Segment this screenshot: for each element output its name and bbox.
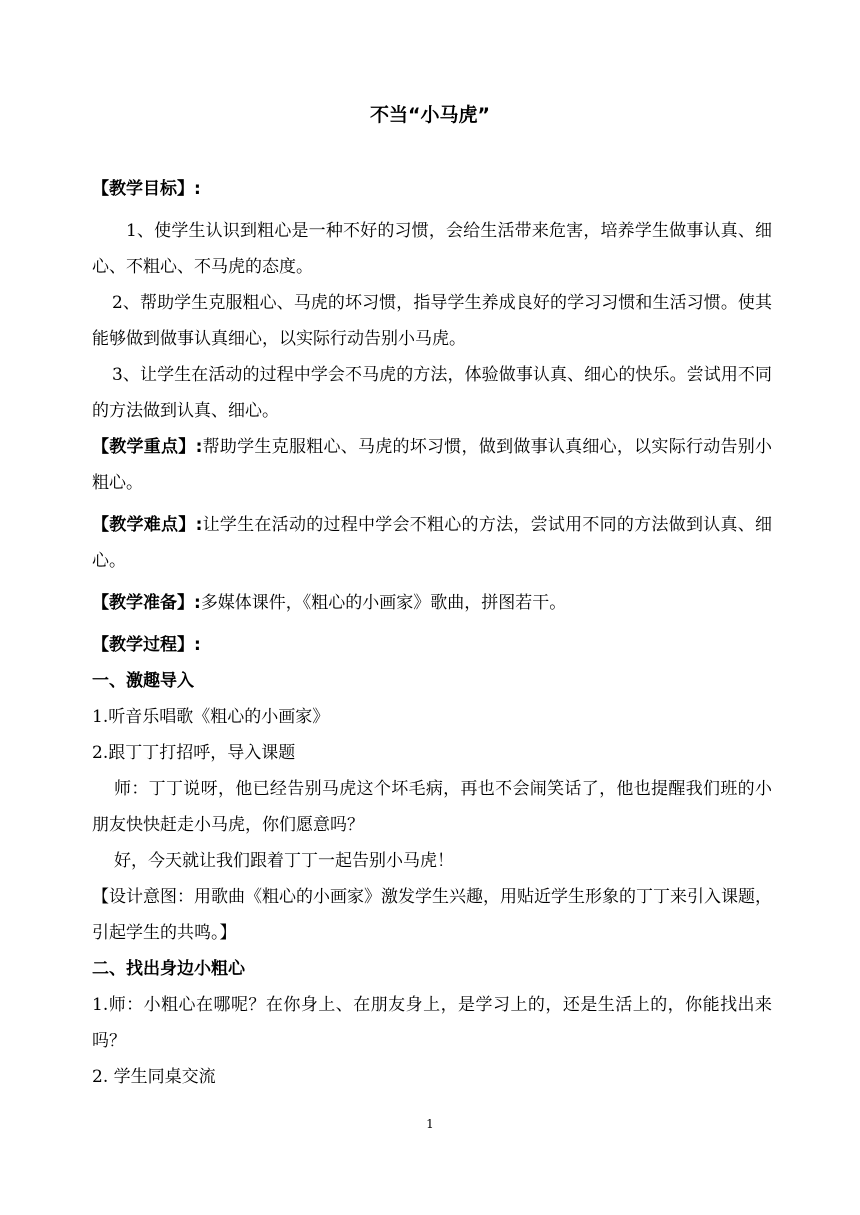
document-body: [92, 171, 772, 1095]
objective-1: 1、使学生认识到粗心是一种不好的习惯，会给生活带来危害，培养学生做事认真、细心、不粗心、不马虎的态度。: [92, 221, 772, 277]
section-1-heading: 一、激趣导入: [92, 671, 194, 691]
objective-2: 2、帮助学生克服粗心、马虎的坏习惯，指导学生养成良好的学习习惯和生活习惯。使其能够做到做事认真细心，以实际行动告别小马虎。: [92, 293, 772, 349]
key-point-text: 帮助学生克服粗心、马虎的坏习惯，做到做事认真细心，以实际行动告别小粗心。: [92, 437, 772, 493]
section-2-heading: 二、找出身边小粗心: [92, 959, 245, 979]
preparation-label: 【教学准备】:: [92, 593, 201, 613]
key-point-paragraph: [92, 429, 772, 501]
section-2-item-1: 1.师：小粗心在哪呢？在你身上、在朋友身上，是学习上的，还是生活上的，你能找出来吗？: [92, 995, 772, 1051]
section-1-item-1: 1.听音乐唱歌《粗心的小画家》: [92, 707, 330, 727]
section-1-item-2: 2.跟丁丁打招呼，导入课题: [92, 743, 296, 763]
section-2-item-2: 2. 学生同桌交流: [92, 1067, 216, 1087]
difficulty-label: 【教学难点】:: [92, 515, 203, 535]
objectives-heading: 【教学目标】:: [92, 179, 201, 199]
teacher-speech-1: 师：丁丁说呀，他已经告别马虎这个坏毛病，再也不会闹笑话了，他也提醒我们班的小朋友快快赶走小马虎，你们愿意吗？: [92, 779, 772, 835]
teacher-speech-2: 好，今天就让我们跟着丁丁一起告别小马虎！: [114, 851, 454, 871]
difficulty-text: 让学生在活动的过程中学会不粗心的方法，尝试用不同的方法做到认真、细心。: [92, 515, 772, 571]
document-title: 不当“小马虎”: [370, 104, 490, 126]
preparation-paragraph: [92, 585, 772, 621]
page-number: 1: [426, 1117, 434, 1131]
difficulty-paragraph: [92, 507, 772, 579]
key-point-label: 【教学重点】:: [92, 437, 203, 457]
objective-3: 3、让学生在活动的过程中学会不马虎的方法，体验做事认真、细心的快乐。尝试用不同的方法做到认真、细心。: [92, 365, 772, 421]
process-heading: 【教学过程】:: [92, 635, 201, 655]
preparation-text: 多媒体课件，《粗心的小画家》歌曲，拼图若干。: [200, 593, 567, 613]
design-intent: 【设计意图：用歌曲《粗心的小画家》激发学生兴趣，用贴近学生形象的丁丁来引入课题，引起学生的共鸣。】: [92, 887, 772, 943]
